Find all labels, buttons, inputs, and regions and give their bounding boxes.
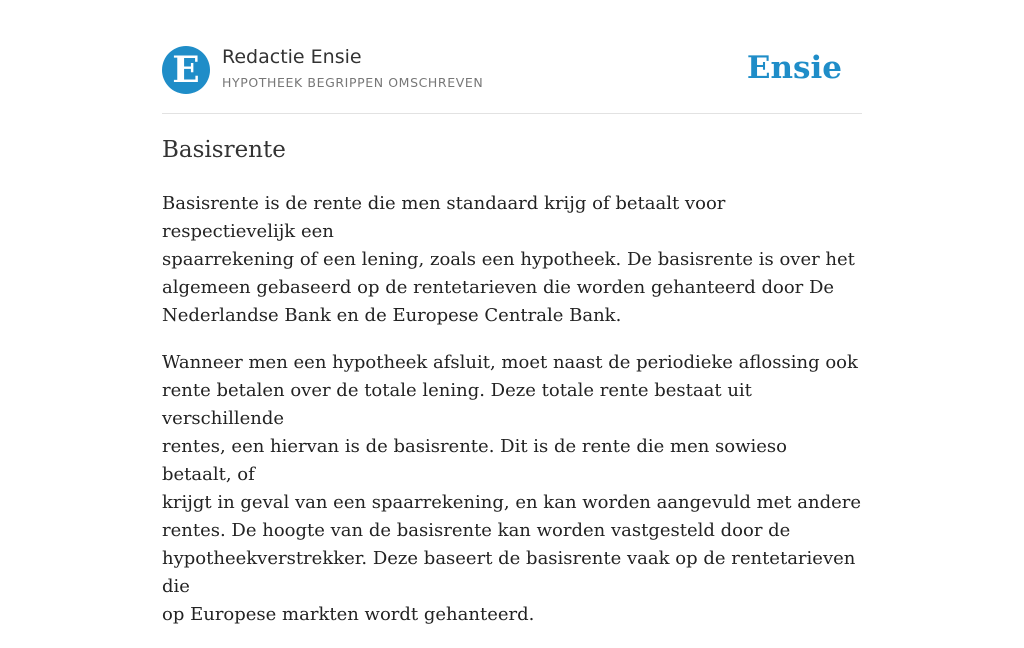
header-divider xyxy=(162,113,862,114)
text-line: algemeen gebaseerd op de rentetarieven die worden gehanteerd door De xyxy=(162,277,835,298)
text-line: rentes, een hiervan is de basisrente. Dit is de rente die men sowieso betaalt, of xyxy=(162,436,787,485)
text-line: rentes. De hoogte van de basisrente kan worden vastgesteld door de xyxy=(162,520,791,541)
category-label[interactable]: HYPOTHEEK BEGRIPPEN OMSCHREVEN xyxy=(222,75,484,90)
paragraph-1 xyxy=(162,190,862,330)
paragraph-2 xyxy=(162,349,862,629)
text-line: spaarrekening of een lening, zoals een hypotheek. De basisrente is over het xyxy=(162,249,855,270)
article-title: Basisrente xyxy=(162,137,286,163)
ensie-logo-icon[interactable]: E xyxy=(162,46,210,94)
article-body xyxy=(162,190,862,648)
text-line: op Europese markten wordt gehanteerd. xyxy=(162,604,535,625)
text-line: Basisrente is de rente die men standaard krijg of betaalt voor respectievelijk een xyxy=(162,193,726,242)
text-line: Nederlandse Bank en de Europese Centrale Bank. xyxy=(162,305,622,326)
text-line: Wanneer men een hypotheek afsluit, moet naast de periodieke aflossing ook xyxy=(162,352,858,373)
brand-logo[interactable]: Ensie xyxy=(746,50,842,86)
article-header xyxy=(162,46,862,96)
text-line: hypotheekverstrekker. Deze baseert de basisrente vaak op de rentetarieven die xyxy=(162,548,856,597)
author-name[interactable]: Redactie Ensie xyxy=(222,46,362,68)
text-line: rente betalen over de totale lening. Deze totale rente bestaat uit verschillende xyxy=(162,380,752,429)
text-line: krijgt in geval van een spaarrekening, en kan worden aangevuld met andere xyxy=(162,492,862,513)
